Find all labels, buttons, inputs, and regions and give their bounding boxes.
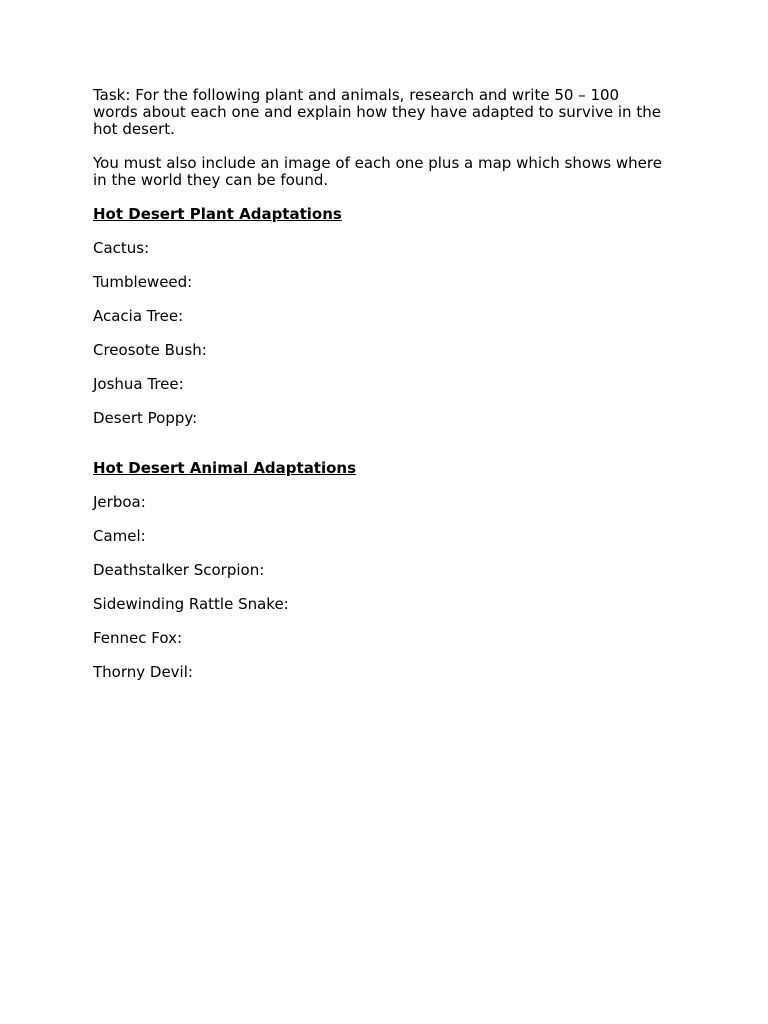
plant-item: Acacia Tree: <box>93 307 184 325</box>
task-intro: Task: For the following plant and animals, research and write 50 – 100 words about each one and explain how they have adapted to survive in the hot desert. <box>93 86 661 138</box>
animal-item: Fennec Fox: <box>93 629 183 647</box>
animal-item: Jerboa: <box>93 493 146 511</box>
plant-item: Creosote Bush: <box>93 341 207 359</box>
section-spacer <box>93 444 663 460</box>
animal-item: Sidewinding Rattle Snake: <box>93 595 289 613</box>
animal-item: Thorny Devil: <box>93 663 193 681</box>
plants-heading: Hot Desert Plant Adaptations <box>93 205 342 223</box>
animal-item: Deathstalker Scorpion: <box>93 561 265 579</box>
animals-heading: Hot Desert Animal Adaptations <box>93 459 357 477</box>
plant-item: Cactus: <box>93 239 150 257</box>
plant-item: Tumbleweed: <box>93 273 193 291</box>
plant-item: Joshua Tree: <box>93 375 184 393</box>
task-instruction: You must also include an image of each one plus a map which shows where in the world they can be found. <box>93 154 662 189</box>
document-page <box>93 87 663 698</box>
animal-item: Camel: <box>93 527 146 545</box>
plant-item: Desert Poppy: <box>93 409 198 427</box>
